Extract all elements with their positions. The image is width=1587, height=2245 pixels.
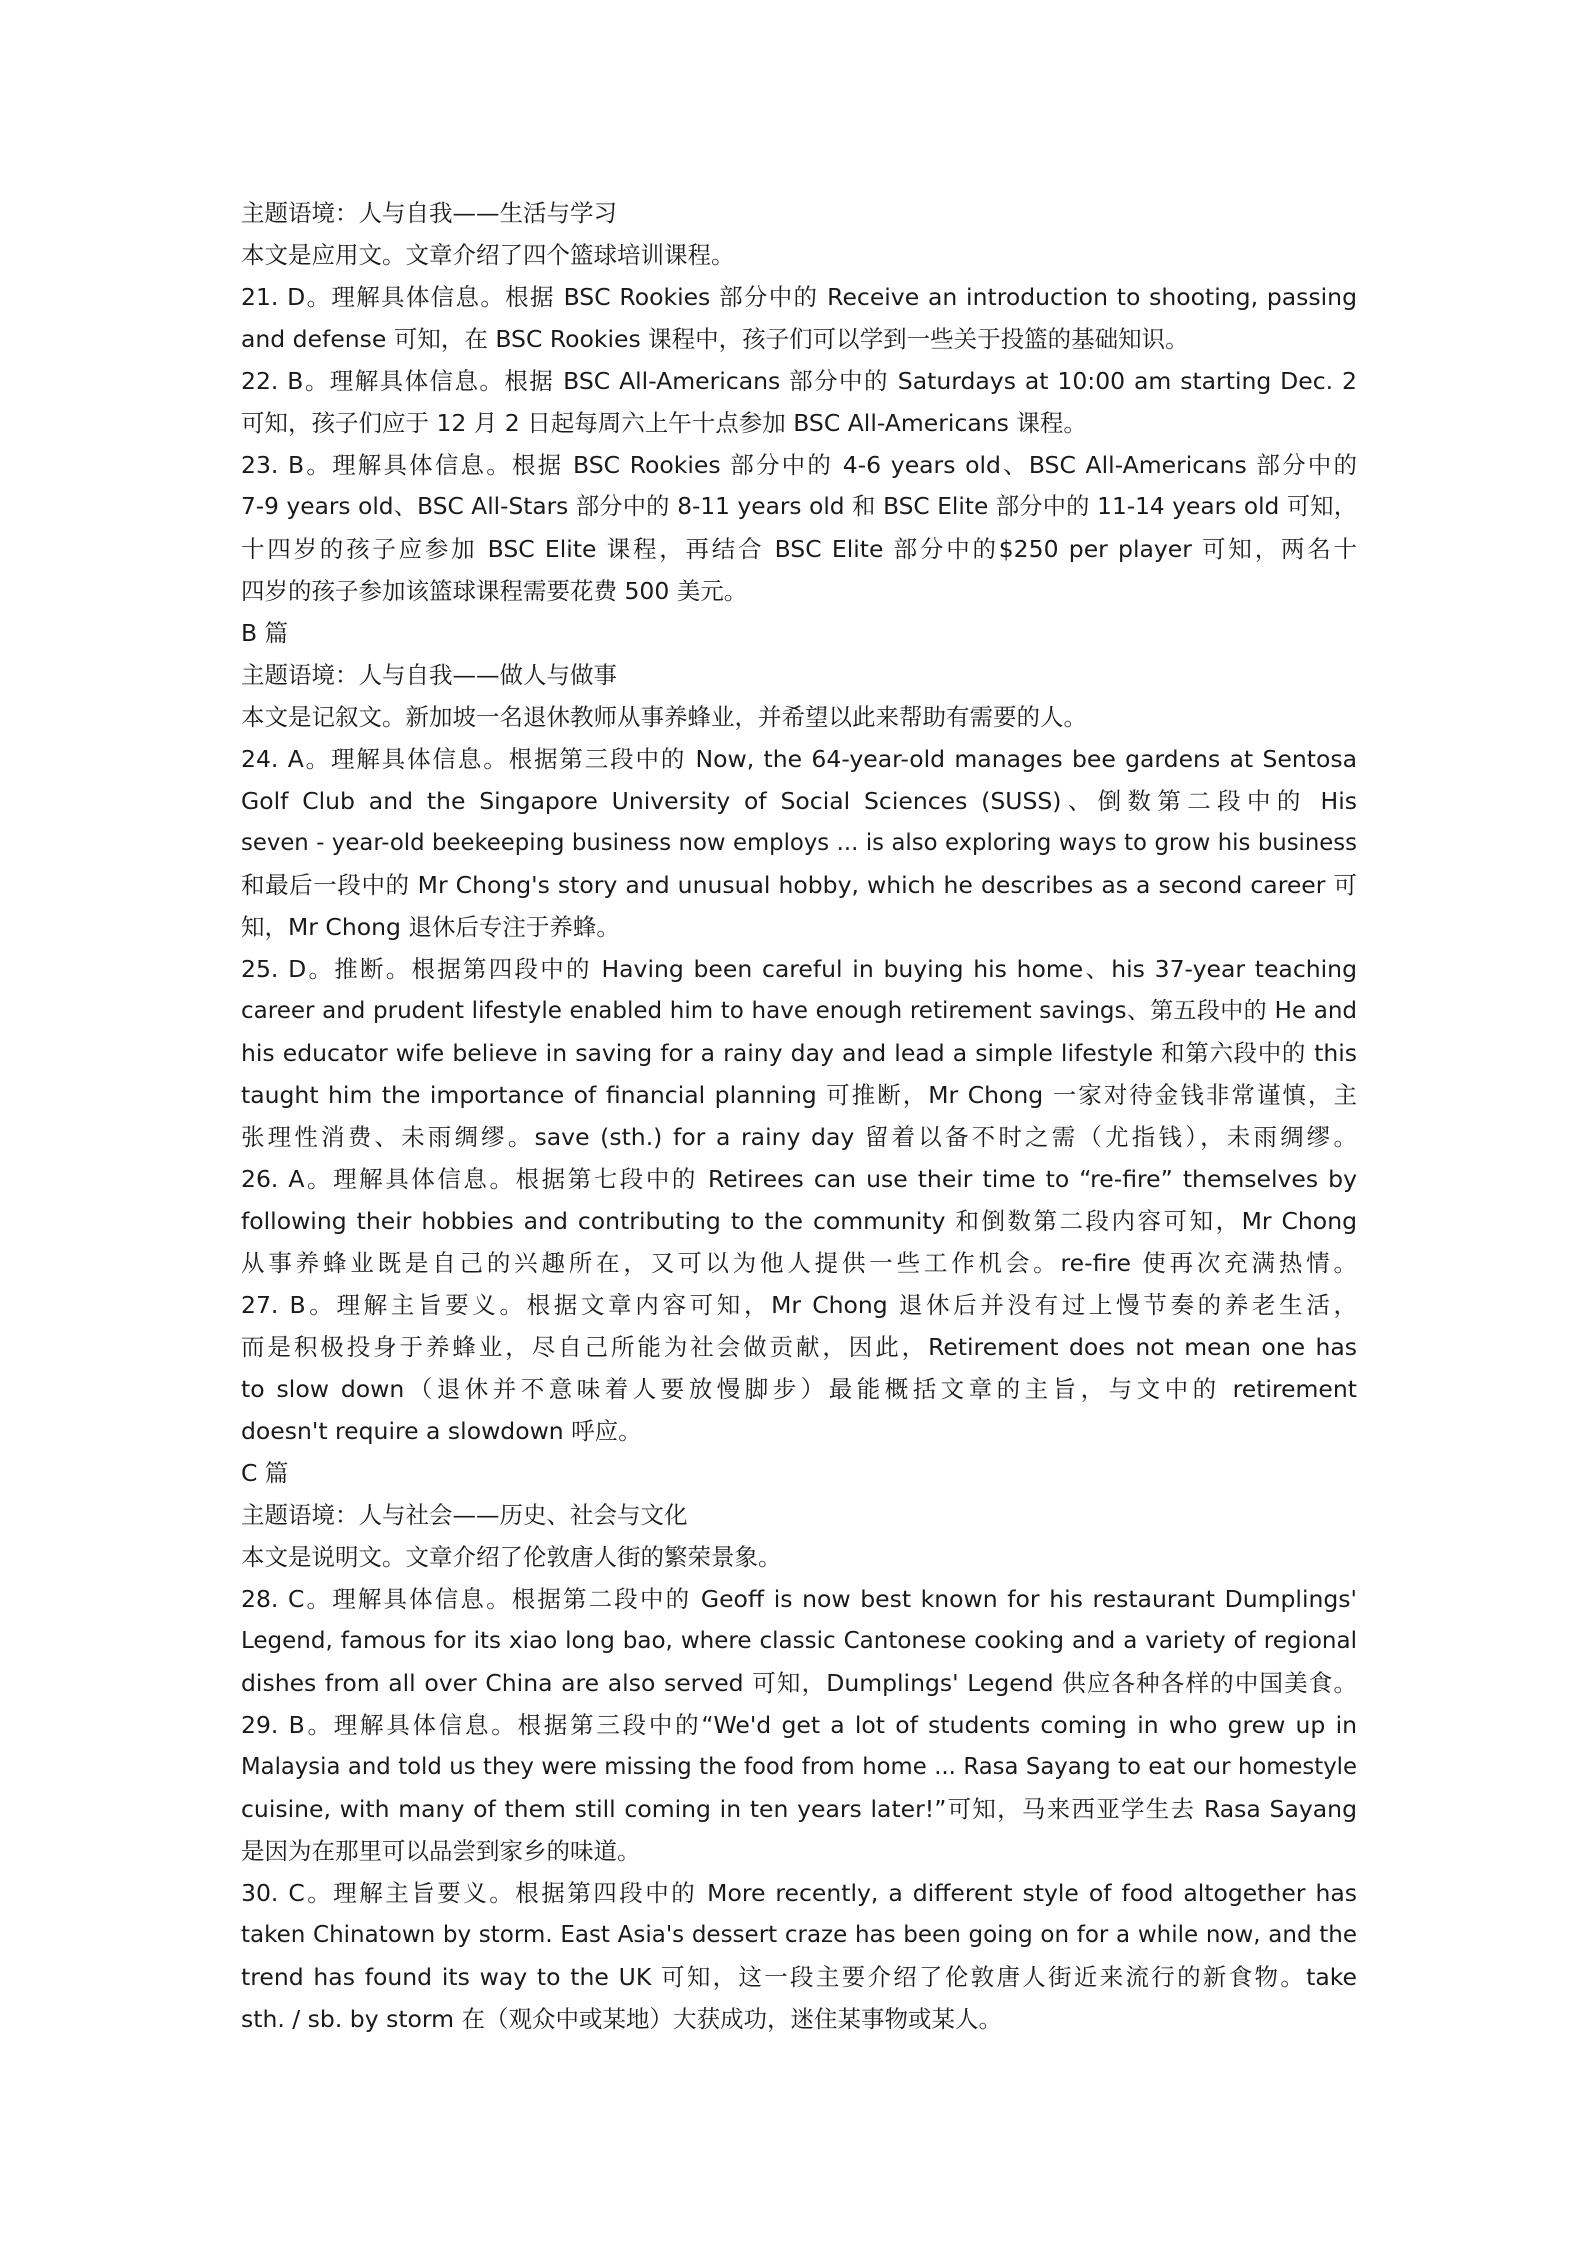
text-line: 29. B。理解具体信息。根据第三段中的“We'd get a lot of students coming in who grew up in [241,1711,1357,1739]
text-line: 张理性消费、未雨绸缪。save (sth.) for a rainy day 留着以备不时之需（尤指钱），未雨绸缪。 [241,1123,1357,1151]
text-line: 主题语境：人与自我——做人与做事 [241,661,617,689]
text-line: Legend, famous for its xiao long bao, where classic Cantonese cooking and a variety of regional [241,1628,1357,1654]
text-line: Golf Club and the Singapore University of Social Sciences (SUSS)、倒数第二段中的 His [241,787,1357,815]
text-line: 主题语境：人与自我——生活与学习 [241,199,617,227]
text-line: taken Chinatown by storm. East Asia's dessert craze has been going on for a while now, and the [241,1922,1357,1948]
text-line: 21. D。理解具体信息。根据 BSC Rookies 部分中的 Receive an introduction to shooting, passing [241,283,1357,311]
text-line: 27. B。理解主旨要义。根据文章内容可知，Mr Chong 退休后并没有过上慢节奏的养老生活， [241,1291,1357,1319]
text-line: C 篇 [241,1459,289,1487]
text-line: 24. A。理解具体信息。根据第三段中的 Now, the 64-year-old manages bee gardens at Sentosa [241,745,1357,773]
text-line: 7-9 years old、BSC All-Stars 部分中的 8-11 years old 和 BSC Elite 部分中的 11-14 years old 可知， [241,493,1357,520]
document-body [241,192,1357,2040]
text-line: 23. B。理解具体信息。根据 BSC Rookies 部分中的 4-6 years old、BSC All-Americans 部分中的 [241,451,1357,479]
text-line: cuisine, with many of them still coming in ten years later!”可知，马来西亚学生去 Rasa Sayang [241,1795,1357,1823]
text-line: 可知，孩子们应于 12 月 2 日起每周六上午十点参加 BSC All-Americans 课程。 [241,409,1087,437]
text-line: 本文是记叙文。新加坡一名退休教师从事养蜂业，并希望以此来帮助有需要的人。 [241,703,1087,731]
text-line: career and prudent lifestyle enabled him to have enough retirement savings、第五段中的 He and [241,998,1357,1024]
text-line: 十四岁的孩子应参加 BSC Elite 课程，再结合 BSC Elite 部分中的$250 per player 可知，两名十 [241,535,1357,563]
text-line: and defense 可知，在 BSC Rookies 课程中，孩子们可以学到一些关于投篮的基础知识。 [241,325,1189,353]
text-line: Malaysia and told us they were missing the food from home ... Rasa Sayang to eat our homestyle [241,1754,1357,1780]
text-line: 是因为在那里可以品尝到家乡的味道。 [241,1837,641,1865]
text-line: 知，Mr Chong 退休后专注于养蜂。 [241,913,620,941]
text-line: 本文是应用文。文章介绍了四个篮球培训课程。 [241,241,735,269]
text-line: taught him the importance of financial planning 可推断，Mr Chong 一家对待金钱非常谨慎，主 [241,1081,1357,1109]
text-line: 本文是说明文。文章介绍了伦敦唐人街的繁荣景象。 [241,1543,782,1571]
text-line: seven - year-old beekeeping business now employs ... is also exploring ways to grow his business [241,830,1357,856]
text-line: sth. / sb. by storm 在（观众中或某地）大获成功，迷住某事物或某人。 [241,2005,1003,2033]
text-line: doesn't require a slowdown 呼应。 [241,1417,642,1445]
text-line: trend has found its way to the UK 可知，这一段主要介绍了伦敦唐人街近来流行的新食物。take [241,1963,1357,1991]
text-line: 26. A。理解具体信息。根据第七段中的 Retirees can use their time to “re-fire” themselves by [241,1165,1357,1193]
text-line: 四岁的孩子参加该篮球课程需要花费 500 美元。 [241,577,748,605]
text-line: 25. D。推断。根据第四段中的 Having been careful in buying his home、his 37-year teaching [241,955,1357,983]
text-line: 22. B。理解具体信息。根据 BSC All-Americans 部分中的 Saturdays at 10:00 am starting Dec. 2 [241,367,1357,395]
text-line: 主题语境：人与社会——历史、社会与文化 [241,1501,688,1529]
text-line: to slow down（退休并不意味着人要放慢脚步）最能概括文章的主旨，与文中的 retirement [241,1375,1357,1403]
text-line: B 篇 [241,619,289,647]
text-line: 和最后一段中的 Mr Chong's story and unusual hobby, which he describes as a second career 可 [241,871,1357,899]
text-line: his educator wife believe in saving for a rainy day and lead a simple lifestyle 和第六段中的 this [241,1039,1357,1067]
text-line: dishes from all over China are also served 可知，Dumplings' Legend 供应各种各样的中国美食。 [241,1669,1357,1697]
text-line: 从事养蜂业既是自己的兴趣所在，又可以为他人提供一些工作机会。re-fire 使再次充满热情。 [241,1249,1357,1277]
text-line: 28. C。理解具体信息。根据第二段中的 Geoff is now best known for his restaurant Dumplings' [241,1585,1357,1613]
text-line: following their hobbies and contributing to the community 和倒数第二段内容可知，Mr Chong [241,1207,1357,1235]
text-line: 30. C。理解主旨要义。根据第四段中的 More recently, a different style of food altogether has [241,1879,1357,1907]
text-line: 而是积极投身于养蜂业，尽自己所能为社会做贡献，因此，Retirement does not mean one has [241,1333,1357,1361]
